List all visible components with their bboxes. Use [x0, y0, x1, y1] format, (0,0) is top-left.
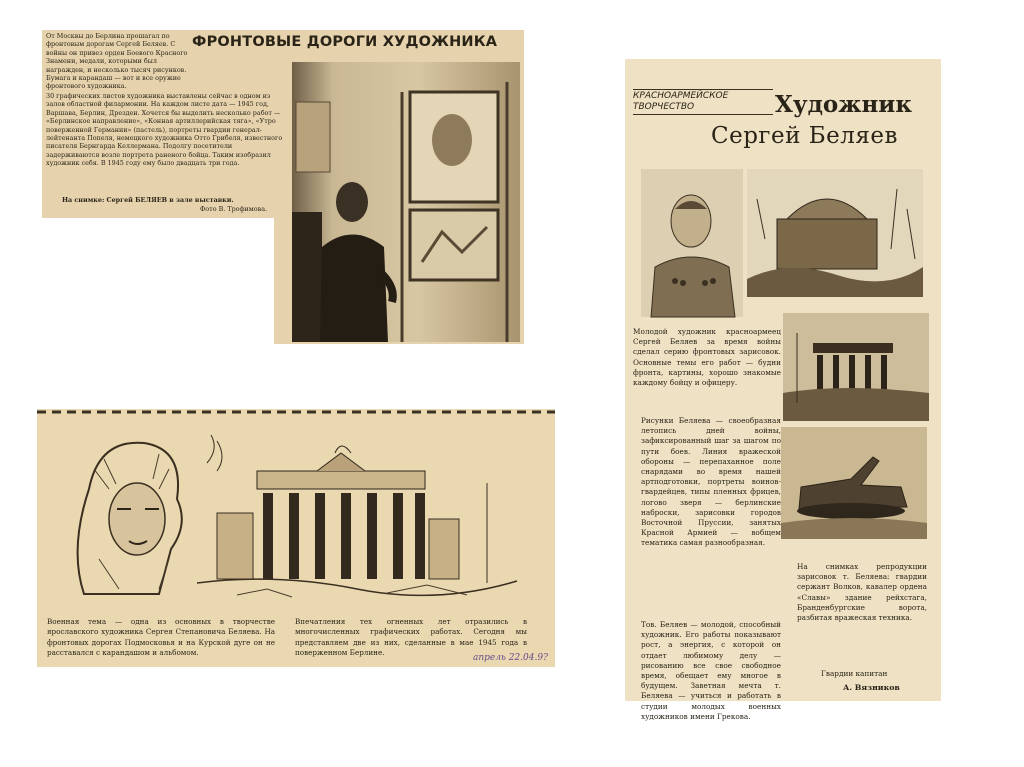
exhibition-scene-drawing [292, 62, 520, 342]
clipping-frontline-roads [42, 30, 524, 344]
reichstag-drawing [747, 169, 923, 297]
title-line-1: Художник [775, 91, 912, 118]
intro-text: От Москвы до Берлина прошагал по фронтовым дорогам Сергей Беляев. С войны он привез орден Боевого Красного Знамени, медали, которыми был награжден, и несколько тысяч рисунков. Бумага и карандаш — вот и все оружие фронтового художника. [46, 32, 188, 91]
headline: ФРОНТОВЫЕ ДОРОГИ ХУДОЖНИКА [192, 34, 498, 50]
torn-corner [42, 218, 274, 344]
brandenburg-gate-sketch [197, 423, 517, 608]
author-rank: Гвардии капитан [821, 669, 888, 678]
guardsman-portrait-drawing [641, 169, 743, 317]
handwritten-note: апрель 22.04.9? [473, 653, 548, 663]
soldier-portrait-sketch [59, 429, 199, 599]
second-paragraph: Рисунки Беляева — своеобразная летопись дней войны, зафиксированный шаг за шагом по пути боев. Линия вражеской обороны — перепаханное поле снарядами во время нашей артподготовки, портреты воинов-гвардейцев, типы пленных фрицев, логово зверя — берлинские наброски, зарисовки городов Восточной Пруссии, занятых Красной Армией — вобщем тематика самая разнообразная. [641, 416, 781, 548]
photo-credit: Фото В. Трофимова. [200, 205, 268, 213]
clipping-artist-sergey-belyaev [625, 59, 941, 721]
photo-caption: На снимке: Сергей БЕЛЯЕВ в зале выставки. [62, 196, 234, 204]
lead-paragraph: Молодой художник красноармеец Сергей Беляев за время войны сделал серию фронтовых зарисовок. Основные темы его работ — будни фронта, картины, хорошо знакомые каждому бойцу и офицеру. [633, 327, 781, 388]
photos-caption: На снимках репродукции зарисовок т. Беляева: гвардии сержант Волков, кавалер ордена «Славы» здание рейхстага, Бранденбургские ворота, разбитая вражеская техника. [797, 562, 927, 623]
rubric-label: КРАСНОАРМЕЙСКОЕ ТВОРЧЕСТВО [633, 89, 773, 115]
left-caption-text: Военная тема — одна из основных в творчестве ярославского художника Сергея Степановича Беляева. На фронтовых дорогах Подмосковья и на Курской дуге он не расставался с карандашом и альбомом. [47, 617, 275, 657]
third-paragraph: Тов. Беляев — молодой, способный художник. Его работы показывают рост, а энергия, с которой он отдает любимому делу — рисованию все свое свободное время, обещает ему многое в будущем. Заветная мечта т. Беляева — учиться и работать в студии молодых военных художников имени Грекова. [641, 620, 781, 721]
author-name: А. Вязников [843, 683, 900, 692]
body-text: 30 графических листов художника выставлены сейчас в одном из залов областной филармонии. На каждом листе дата — 1945 год, Варшава, Берлин, Дрезден. Хочется бы выделить несколько работ — «Берлинское направление», «Конная артиллерийская тяга», «Утро поверженной Германии» (пастель), портреты гвардии генерал-лейтенанта Попеля, немецкого художника Отто Грибеля, известного писателя Бернгарда Келлермана. Подолгу посетители задерживаются возле портрета раненого бойца. Таким изобразил художник себя. В 1945 году ему было двадцать три года. [46, 92, 283, 168]
exhibition-photo [292, 62, 520, 342]
title-line-2: Сергей Беляев [711, 123, 898, 149]
right-caption-text: Впечатления тех огненных лет отразились в многочисленных графических работах. Сегодня мы представляем две из них, сделанные в мае 1945 года в поверженном Берлине. [295, 617, 527, 657]
wrecked-tank-drawing [781, 427, 927, 539]
brandenburg-gate-drawing [783, 313, 929, 421]
clipping-war-theme [37, 409, 555, 667]
decorative-border [37, 409, 555, 417]
